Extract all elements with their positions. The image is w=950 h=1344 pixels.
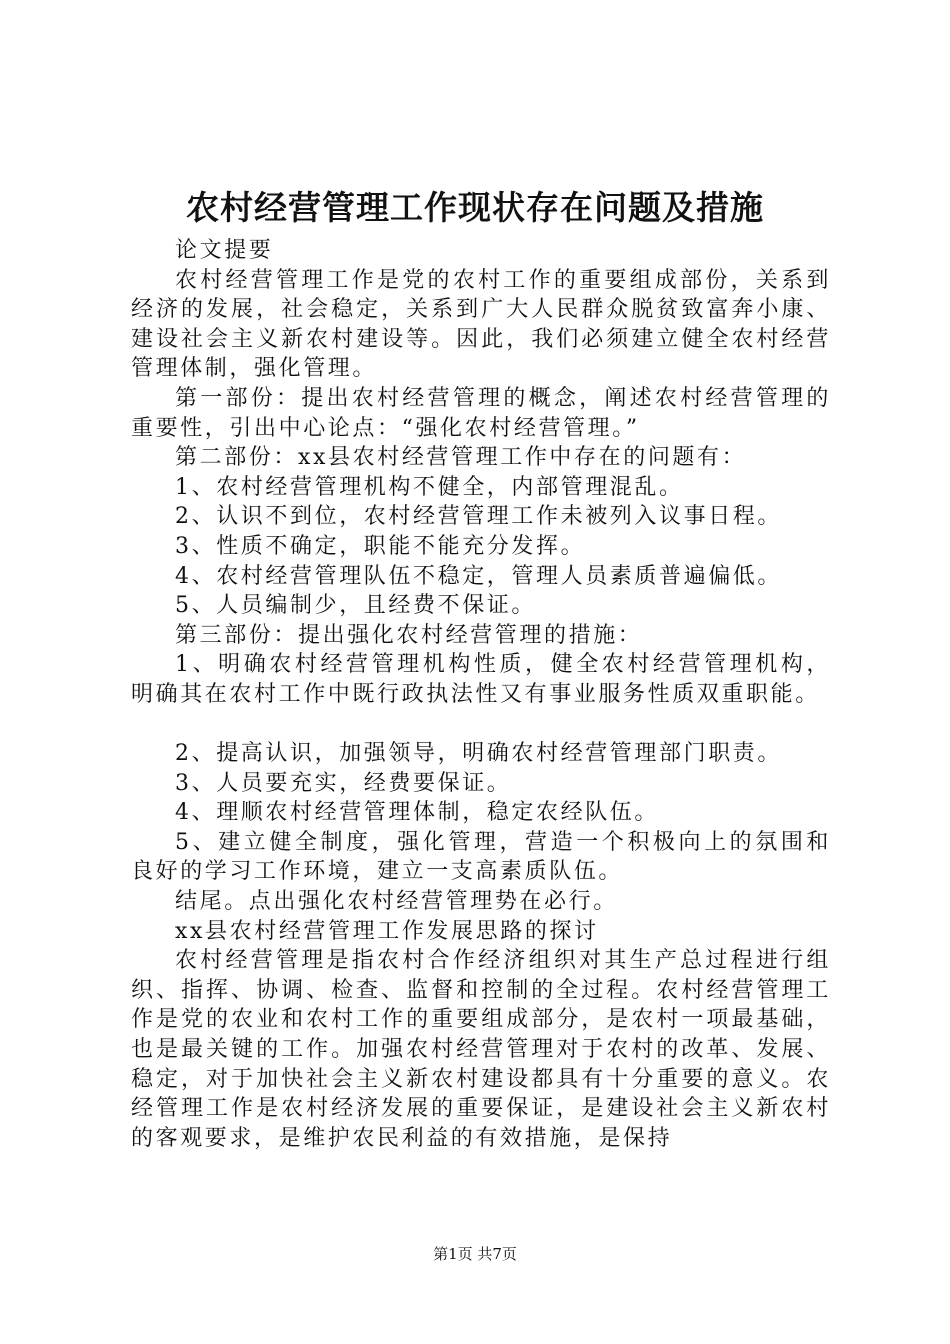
list-item: 1、农村经营管理机构不健全，内部管理混乱。 — [175, 474, 684, 500]
list-item: 2、认识不到位，农村经营管理工作未被列入议事日程。 — [175, 504, 782, 530]
paragraph: 第一部份：提出农村经营管理的概念，阐述农村经营管理的重要性，引出中心论点：“强化农村经营管理。” — [131, 385, 831, 441]
list-item: 1、明确农村经营管理机构性质，健全农村经营管理机构，明确其在农村工作中既行政执法性又有事业服务性质双重职能。 — [131, 652, 831, 707]
list-item: 4、理顺农村经营管理体制，稳定农经队伍。 — [175, 800, 659, 826]
paragraph: 第二部份：xx县农村经营管理工作中存在的问题有： — [175, 445, 747, 471]
paragraph: 农村经营管理工作是党的农村工作的重要组成部份，关系到经济的发展，社会稳定，关系到广大人民群众脱贫致富奔小康、建设社会主义新农村建设等。因此，我们必须建立健全农村经营管理体制，强化管理。 — [131, 267, 831, 382]
document-title: 农村经营管理工作现状存在问题及措施 — [186, 188, 764, 227]
paragraph: 第三部份：提出强化农村经营管理的措施： — [175, 622, 643, 648]
list-item: 3、性质不确定，职能不能充分发挥。 — [175, 533, 586, 559]
list-item: 5、人员编制少，且经费不保证。 — [175, 593, 536, 619]
list-item: 5、建立健全制度，强化管理，营造一个积极向上的氛围和良好的学习工作环境，建立一支高素质队伍。 — [131, 829, 831, 885]
paragraph: 结尾。点出强化农村经营管理势在必行。 — [175, 889, 618, 915]
section-heading: xx县农村经营管理工作发展思路的探讨 — [175, 918, 599, 944]
section-heading-abstract: 论文提要 — [175, 238, 274, 263]
list-item: 2、提高认识，加强领导，明确农村经营管理部门职责。 — [175, 741, 782, 767]
list-item: 4、农村经营管理队伍不稳定，管理人员素质普遍偏低。 — [175, 563, 782, 589]
list-item: 3、人员要充实，经费要保证。 — [175, 770, 512, 796]
document-body — [131, 236, 831, 1153]
page-number-footer: 第1页 共7页 — [433, 1245, 517, 1263]
paragraph: 农村经营管理是指农村合作经济组织对其生产总过程进行组织、指挥、协调、检查、监督和控制的全过程。农村经营管理工作是党的农业和农村工作的重要组成部分，是农村一项最基础，也是最关键的工作。加强农村经营管理对于农村的改革、发展、稳定，对于加快社会主义新农村建设都具有十分重要的意义。农经管理工作是农村经济发展的重要保证，是建设社会主义新农村的客观要求，是维护农民利益的有效措施，是保持 — [131, 948, 831, 1151]
